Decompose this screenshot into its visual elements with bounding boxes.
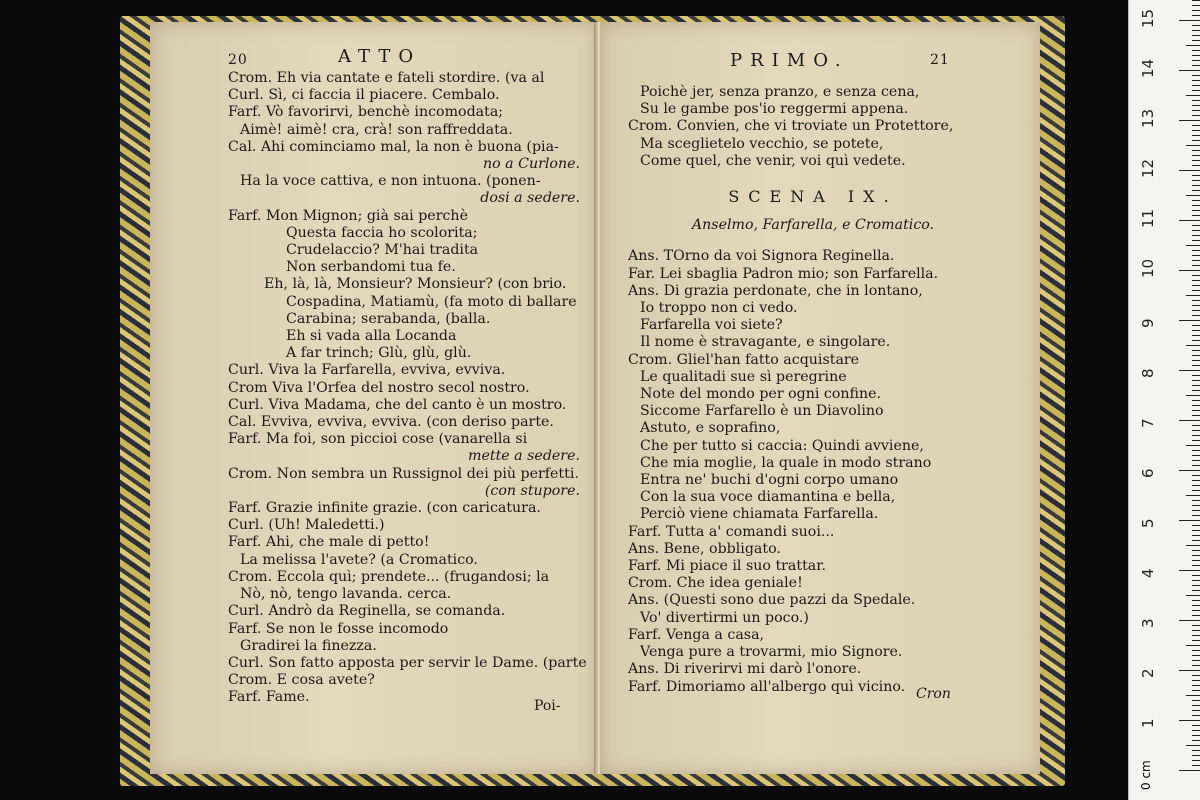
ruler-number: 7 — [1139, 418, 1157, 428]
text-line: Vo' divertirmi un poco.) — [640, 609, 809, 626]
ruler-tick — [1192, 485, 1200, 486]
text-line: Ans. (Questi sono due pazzi da Spedale. — [628, 592, 916, 609]
ruler-number: 11 — [1139, 208, 1157, 228]
text-line: Carabina; serabanda, (balla. — [286, 310, 491, 327]
ruler-tick — [1186, 95, 1200, 96]
ruler-tick — [1192, 380, 1200, 381]
ruler-tick — [1192, 580, 1200, 581]
text-line: Crudelaccio? M'hai tradita — [286, 242, 479, 259]
ruler-tick — [1192, 125, 1200, 126]
ruler-tick — [1192, 630, 1200, 631]
ruler-tick — [1179, 720, 1200, 721]
text-line: Crom. Non sembra un Russignol dei più perfetti. — [228, 465, 579, 482]
ruler-tick — [1192, 400, 1200, 401]
ruler-tick — [1192, 700, 1200, 701]
ruler-tick — [1192, 50, 1200, 51]
text-line: Curl. Son fatto apposta per servir le Dame. (parte — [228, 654, 587, 671]
ruler-tick — [1186, 395, 1200, 396]
ruler-tick — [1179, 370, 1200, 371]
text-line: Il nome è stravagante, e singolare. — [640, 334, 891, 351]
ruler-tick — [1186, 595, 1200, 596]
text-line: Che per tutto si caccia: Quindi avviene, — [640, 437, 924, 454]
ruler-tick — [1179, 270, 1200, 271]
ruler-tick — [1192, 305, 1200, 306]
ruler-tick — [1192, 600, 1200, 601]
ruler-tick — [1192, 605, 1200, 606]
ruler-tick — [1192, 665, 1200, 666]
ruler-number: 15 — [1139, 8, 1157, 28]
ruler-tick — [1192, 330, 1200, 331]
ruler-tick — [1192, 690, 1200, 691]
ruler-tick — [1192, 585, 1200, 586]
text-line: Siccome Farfarello è un Diavolino — [640, 403, 884, 420]
ruler-tick — [1192, 360, 1200, 361]
ruler-tick — [1192, 315, 1200, 316]
ruler-tick — [1186, 195, 1200, 196]
ruler-tick — [1192, 680, 1200, 681]
ruler-tick — [1192, 80, 1200, 81]
ruler-tick — [1179, 620, 1200, 621]
text-line: Aimè! aimè! cra, crà! son raffreddata. — [240, 121, 513, 138]
ruler-tick — [1192, 365, 1200, 366]
text-line: Io troppo non ci vedo. — [640, 300, 798, 317]
left-page — [150, 22, 600, 774]
measuring-ruler — [1128, 0, 1200, 800]
ruler-tick — [1192, 705, 1200, 706]
ruler-tick — [1192, 455, 1200, 456]
text-line: (con stupore. — [484, 482, 580, 499]
catchword: Poi- — [534, 698, 561, 714]
ruler-tick — [1179, 670, 1200, 671]
text-line: Le qualitadi sue sì peregrine — [640, 368, 847, 385]
ruler-tick — [1192, 740, 1200, 741]
ruler-tick — [1192, 235, 1200, 236]
catchword: Cron — [916, 686, 951, 702]
ruler-tick — [1192, 265, 1200, 266]
text-line: Farf. Venga a casa, — [628, 626, 765, 643]
ruler-tick — [1192, 5, 1200, 6]
ruler-tick — [1192, 640, 1200, 641]
text-line: Come quel, che venir, voi quì vedete. — [640, 152, 906, 169]
page-number: 21 — [930, 52, 950, 68]
ruler-tick — [1192, 565, 1200, 566]
ruler-tick — [1192, 340, 1200, 341]
ruler-tick — [1192, 760, 1200, 761]
ruler-number: 6 — [1139, 468, 1157, 478]
text-line: Farf. Ma foi, son piccioi cose (vanarella si — [228, 431, 528, 448]
ruler-tick — [1192, 430, 1200, 431]
ruler-tick — [1192, 460, 1200, 461]
ruler-tick — [1192, 490, 1200, 491]
ruler-tick — [1192, 510, 1200, 511]
text-line: Eh si vada alla Locanda — [286, 328, 457, 345]
text-line: Cal. Ahi cominciamo mal, la non è buona (pia- — [228, 138, 559, 155]
ruler-tick — [1192, 180, 1200, 181]
text-line: Farf. Grazie infinite grazie. (con caricatura. — [228, 500, 541, 517]
ruler-tick — [1192, 560, 1200, 561]
ruler-tick — [1192, 685, 1200, 686]
ruler-tick — [1192, 200, 1200, 201]
page-number: 20 — [228, 52, 248, 68]
scene-cast: Anselmo, Farfarella, e Cromatico. — [691, 217, 935, 234]
ruler-tick — [1192, 525, 1200, 526]
ruler-tick — [1192, 175, 1200, 176]
ruler-tick — [1192, 405, 1200, 406]
ruler-tick — [1192, 210, 1200, 211]
right-page — [600, 22, 1040, 774]
text-line: Farf. Mon Mignon; già sai perchè — [228, 207, 468, 224]
ruler-number: 13 — [1139, 108, 1157, 128]
text-line: Farf. Se non le fosse incomodo — [228, 620, 449, 637]
ruler-tick — [1192, 530, 1200, 531]
ruler-tick — [1179, 770, 1200, 771]
text-line: Crom. Eh via cantate e fateli stordire. (va al — [228, 70, 545, 86]
ruler-tick — [1186, 245, 1200, 246]
ruler-tick — [1192, 275, 1200, 276]
text-line: Curl. Viva Madama, che del canto è un mostro. — [228, 396, 567, 413]
ruler-tick — [1192, 280, 1200, 281]
text-line: Entra ne' buchi d'ogni corpo umano — [640, 472, 899, 489]
ruler-tick — [1192, 735, 1200, 736]
ruler-tick — [1192, 660, 1200, 661]
text-line: Crom Viva l'Orfea del nostro secol nostro. — [228, 379, 530, 396]
ruler-tick — [1192, 390, 1200, 391]
ruler-tick — [1192, 590, 1200, 591]
text-line: Ma sceglietelo vecchio, se potete, — [640, 135, 884, 152]
ruler-tick — [1192, 155, 1200, 156]
ruler-tick — [1192, 635, 1200, 636]
ruler-tick — [1192, 625, 1200, 626]
ruler-tick — [1192, 515, 1200, 516]
left-page-text — [228, 70, 587, 707]
ruler-tick — [1192, 190, 1200, 191]
ruler-tick — [1179, 570, 1200, 571]
ruler-tick — [1192, 185, 1200, 186]
text-line: dosi a sedere. — [480, 190, 580, 207]
ruler-tick — [1186, 295, 1200, 296]
ruler-tick — [1192, 750, 1200, 751]
ruler-number: 2 — [1139, 668, 1157, 678]
text-line: Farf. Mi piace il suo trattar. — [628, 558, 826, 575]
ruler-tick — [1192, 425, 1200, 426]
text-line: Note del mondo per ogni confine. — [640, 386, 882, 403]
ruler-tick — [1186, 145, 1200, 146]
ruler-tick — [1179, 20, 1200, 21]
ruler-tick — [1192, 55, 1200, 56]
text-line: Farfarella voi siete? — [640, 317, 783, 334]
ruler-tick — [1192, 655, 1200, 656]
text-line: Farf. Fame. — [228, 689, 310, 706]
text-line: Nò, nò, tengo lavanda. cerca. — [240, 586, 452, 603]
text-line: Curl. (Uh! Maledetti.) — [228, 517, 385, 534]
ruler-tick — [1192, 225, 1200, 226]
ruler-tick — [1192, 115, 1200, 116]
ruler-tick — [1192, 715, 1200, 716]
text-line: Ans. Di grazia perdonate, che in lontano, — [628, 282, 923, 299]
text-line: Crom. Convien, che vi troviate un Protettore, — [628, 118, 954, 135]
ruler-tick — [1192, 250, 1200, 251]
ruler-tick — [1192, 310, 1200, 311]
ruler-unit-label: 0 cm — [1139, 760, 1153, 790]
ruler-number: 14 — [1139, 58, 1157, 78]
ruler-tick — [1192, 500, 1200, 501]
text-line: Farf. Dimoriamo all'albergo quì vicino. — [628, 678, 906, 695]
ruler-tick — [1186, 45, 1200, 46]
ruler-tick — [1192, 725, 1200, 726]
ruler-number: 12 — [1139, 158, 1157, 178]
ruler-tick — [1186, 445, 1200, 446]
text-line: mette a sedere. — [468, 448, 580, 465]
ruler-tick — [1192, 215, 1200, 216]
ruler-number: 8 — [1139, 368, 1157, 378]
ruler-tick — [1192, 100, 1200, 101]
ruler-tick — [1192, 25, 1200, 26]
ruler-tick — [1192, 615, 1200, 616]
ruler-number: 10 — [1139, 258, 1157, 278]
ruler-tick — [1179, 520, 1200, 521]
ruler-tick — [1192, 260, 1200, 261]
text-line: Crom. Gliel'han fatto acquistare — [628, 351, 860, 368]
ruler-number: 3 — [1139, 618, 1157, 628]
ruler-tick — [1179, 170, 1200, 171]
ruler-tick — [1179, 220, 1200, 221]
ruler-tick — [1186, 545, 1200, 546]
ruler-tick — [1192, 440, 1200, 441]
right-page-text — [628, 84, 998, 696]
ruler-tick — [1192, 160, 1200, 161]
ruler-tick — [1192, 415, 1200, 416]
ruler-number: 1 — [1139, 718, 1157, 728]
ruler-tick — [1192, 85, 1200, 86]
text-line: Ha la voce cattiva, e non intuona. (ponen- — [240, 173, 541, 190]
text-line: Farf. Vò favorirvi, benchè incomodata; — [228, 104, 504, 121]
ruler-tick — [1192, 130, 1200, 131]
ruler-tick — [1192, 10, 1200, 11]
text-line: Curl. Sì, ci faccia il piacere. Cembalo. — [228, 87, 500, 104]
ruler-tick — [1192, 90, 1200, 91]
ruler-tick — [1192, 335, 1200, 336]
ruler-tick — [1192, 765, 1200, 766]
ruler-tick — [1192, 435, 1200, 436]
ruler-tick — [1192, 140, 1200, 141]
ruler-tick — [1186, 495, 1200, 496]
ruler-tick — [1192, 475, 1200, 476]
text-line: La melissa l'avete? (a Cromatico. — [240, 551, 478, 568]
ruler-tick — [1192, 730, 1200, 731]
text-line: Che mia moglie, la quale in modo strano — [640, 454, 932, 471]
scene-title: SCENA IX. — [728, 187, 898, 207]
text-line: Gradirei la finezza. — [240, 637, 377, 654]
ruler-tick — [1186, 695, 1200, 696]
ruler-tick — [1192, 410, 1200, 411]
ruler-tick — [1192, 205, 1200, 206]
text-line: Cal. Evviva, evviva, evviva. (con deriso parte. — [228, 414, 554, 431]
text-line: A far trinch; Glù, glù, glù. — [286, 345, 472, 362]
text-line: Farf. Tutta a' comandi suoi... — [628, 523, 835, 540]
text-line: Venga pure a trovarmi, mio Signore. — [640, 644, 903, 661]
text-line: no a Curlone. — [482, 156, 580, 173]
text-line: Curl. Viva la Farfarella, evviva, evviva. — [228, 362, 506, 379]
ruler-number: 4 — [1139, 568, 1157, 578]
ruler-tick — [1192, 255, 1200, 256]
ruler-tick — [1192, 540, 1200, 541]
text-line: Crom. E cosa avete? — [228, 672, 375, 689]
ruler-tick — [1192, 75, 1200, 76]
ruler-tick — [1192, 450, 1200, 451]
ruler-tick — [1192, 535, 1200, 536]
ruler-number: 9 — [1139, 318, 1157, 328]
ruler-tick — [1192, 480, 1200, 481]
ruler-tick — [1186, 345, 1200, 346]
text-line: Crom. Eccola quì; prendete... (frugandosi; la — [228, 568, 550, 585]
ruler-tick — [1192, 465, 1200, 466]
ruler-tick — [1192, 15, 1200, 16]
ruler-tick — [1192, 650, 1200, 651]
text-line: Ans. Bene, obbligato. — [628, 540, 781, 557]
ruler-tick — [1192, 575, 1200, 576]
ruler-tick — [1186, 745, 1200, 746]
ruler-tick — [1192, 355, 1200, 356]
running-head: PRIMO. — [730, 50, 849, 71]
ruler-tick — [1192, 375, 1200, 376]
text-line: Astuto, e soprafino, — [640, 420, 781, 437]
ruler-tick — [1192, 555, 1200, 556]
ruler-tick — [1192, 290, 1200, 291]
running-head: ATTO — [338, 46, 422, 67]
ruler-tick — [1192, 135, 1200, 136]
ruler-tick — [1192, 610, 1200, 611]
ruler-tick — [1192, 110, 1200, 111]
ruler-tick — [1192, 40, 1200, 41]
ruler-tick — [1192, 285, 1200, 286]
ruler-tick — [1179, 120, 1200, 121]
text-line: Far. Lei sbaglia Padron mio; son Farfarella. — [628, 265, 939, 282]
text-line: Ans. TOrno da voi Signora Reginella. — [628, 248, 895, 265]
text-line: Curl. Andrò da Reginella, se comanda. — [228, 603, 506, 620]
ruler-tick — [1192, 385, 1200, 386]
ruler-tick — [1192, 35, 1200, 36]
text-line: Perciò viene chiamata Farfarella. — [640, 506, 879, 523]
ruler-tick — [1192, 755, 1200, 756]
ruler-tick — [1192, 150, 1200, 151]
text-line: Non serbandomi tua fe. — [286, 259, 456, 276]
ruler-tick — [1186, 645, 1200, 646]
text-line: Questa faccia ho scolorita; — [286, 224, 478, 241]
ruler-tick — [1192, 505, 1200, 506]
ruler-tick — [1192, 165, 1200, 166]
text-line: Eh, là, là, Monsieur? Monsieur? (con brio. — [264, 276, 567, 293]
ruler-tick — [1192, 30, 1200, 31]
ruler-number: 5 — [1139, 518, 1157, 528]
ruler-tick — [1192, 65, 1200, 66]
ruler-tick — [1179, 70, 1200, 71]
ruler-tick — [1179, 320, 1200, 321]
text-line: Su le gambe pos'io reggermi appena. — [640, 101, 909, 118]
ruler-tick — [1192, 325, 1200, 326]
ruler-tick — [1192, 105, 1200, 106]
ruler-tick — [1192, 230, 1200, 231]
text-line: Poichè jer, senza pranzo, e senza cena, — [640, 84, 920, 100]
text-line: Cospadina, Matiamù, (fa moto di ballare — [286, 293, 577, 310]
ruler-tick — [1179, 470, 1200, 471]
ruler-tick — [1192, 60, 1200, 61]
text-line: Crom. Che idea geniale! — [628, 575, 803, 592]
ruler-tick — [1192, 350, 1200, 351]
ruler-tick — [1192, 710, 1200, 711]
ruler-tick — [1192, 240, 1200, 241]
ruler-tick — [1192, 300, 1200, 301]
ruler-tick — [1192, 0, 1200, 1]
ruler-tick — [1192, 550, 1200, 551]
text-line: Con la sua voce diamantina e bella, — [640, 489, 896, 506]
ruler-tick — [1192, 675, 1200, 676]
text-line: Ans. Di riverirvi mi darò l'onore. — [628, 661, 862, 678]
text-line: Farf. Ahi, che male di petto! — [228, 534, 430, 551]
ruler-tick — [1179, 420, 1200, 421]
